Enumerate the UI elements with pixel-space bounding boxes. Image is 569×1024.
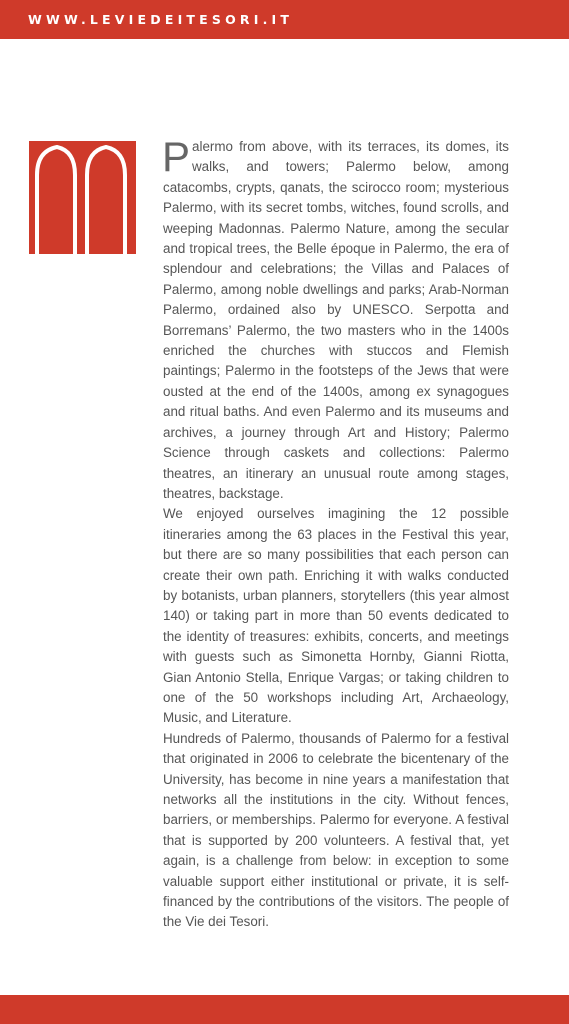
- article-body: [162, 133, 509, 933]
- paragraph-3: Hundreds of Palermo, thousands of Palermo for a festival that originated in 2006 to celebrate the bicentenary of the University, has become in nine years a manifestation that networks all the institutions in the city. Without fences, barriers, or memberships. Palermo for everyone. A festival that is supported by 200 volunteers. A festival that, yet again, is a challenge from below: in exception to some valuable support either institutional or private, it is self-financed by the contributions of the visitors. The people of the Vie dei Tesori.: [163, 730, 509, 930]
- paragraph-2: We enjoyed ourselves imagining the 12 possible itineraries among the 63 places in the Festival this year, but there are so many possibilities that each person can create their own path. Enriching it with walks conducted by botanists, urban planners, storytellers (this year almost 140) or taking part in more than 50 events dedicated to the identity of treasures: exhibits, concerts, and meetings with guests such as Simonetta Hornby, Gianni Riotta, Gian Antonio Stella, Enrique Vargas; or taking children to one of the 50 workshops including Art, Archaeology, Music, and Literature.: [163, 506, 509, 726]
- paragraph-1: [162, 133, 509, 504]
- paragraph-1-text: alermo from above, with its terraces, its domes, its walks, and towers; Palermo below, among catacombs, crypts, qanats, the scirocco room; mysterious Palermo, with its secret tombs, witches, found scrolls, and weeping Madonnas. Palermo Nature, among the secular and tropical trees, the Belle époque in Palermo, the era of splendour and celebrations; the Villas and Palaces of Palermo, among noble dwellings and parks; Arab-Norman Palermo, ordained also by UNESCO. Serpotta and Borremans’ Palermo, the two masters who in the 1400s enriched the churches with stuccos and Flemish paintings; Palermo in the footsteps of the Jews that were ousted at the end of the 1400s, among ex synagogues and ritual baths. And even Palermo and its museums and archives, a journey through Art and History; Palermo Science through caskets and collections: Palermo theatres, an itinerary an unusual route among stages, theatres, backstage.: [163, 139, 509, 501]
- site-url[interactable]: WWW.LEVIEDEITESORI.IT: [28, 12, 294, 27]
- footer-bar: [0, 995, 569, 1024]
- double-arch-logo-icon: [29, 141, 136, 254]
- drop-cap: P: [162, 133, 191, 180]
- header-bar: [0, 0, 569, 39]
